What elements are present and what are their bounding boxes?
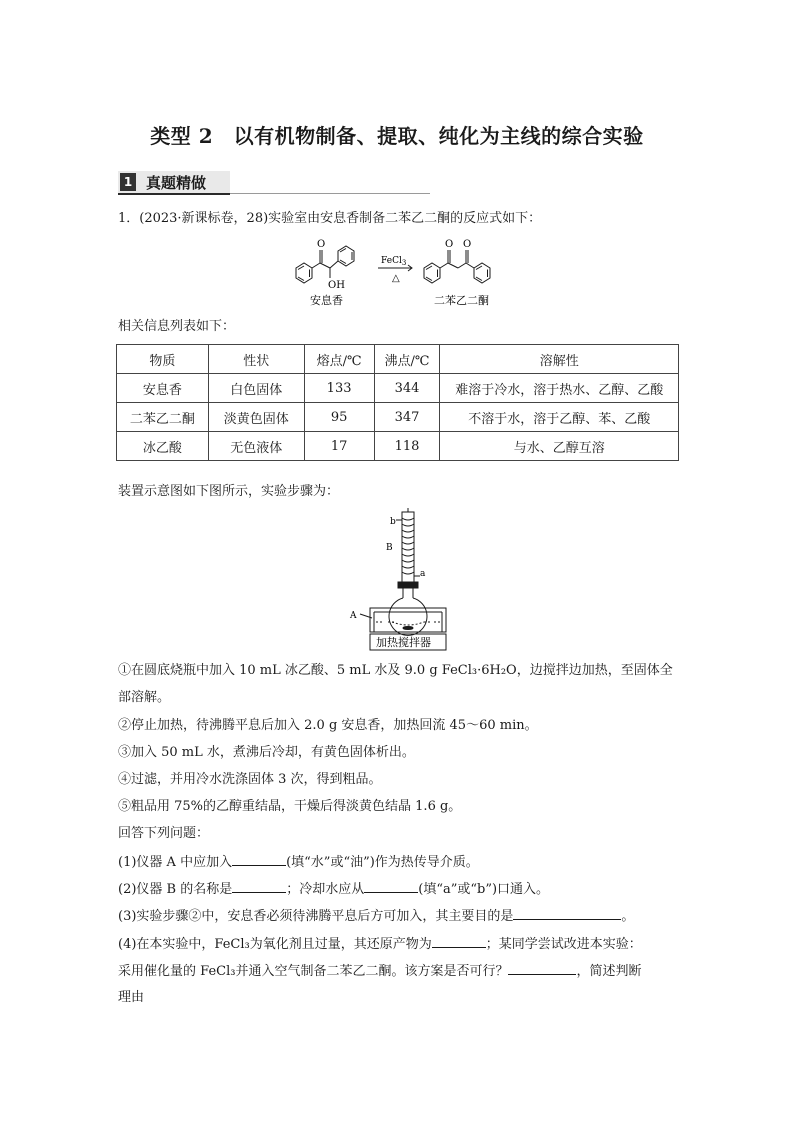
- step-2: ②停止加热，待沸腾平息后加入 2.0 g 安息香，加热回流 45～60 min。: [118, 718, 538, 733]
- reactant-o-label: O: [317, 239, 326, 250]
- apparatus-intro: 装置示意图如下图所示，实验步骤为：: [118, 484, 340, 499]
- step-1-line-2: 部溶解。: [118, 690, 171, 705]
- table-cell: 17: [304, 432, 374, 461]
- answer-blank[interactable]: [513, 907, 621, 920]
- reaction-scheme: [278, 236, 548, 310]
- label-B: B: [386, 543, 393, 553]
- step-5: ⑤粗品用 75%的乙醇重结晶，干燥后得淡黄色结晶 1.6 g。: [118, 799, 462, 814]
- question-4-line-2: [118, 962, 678, 981]
- answer-prompt: 回答下列问题：: [118, 826, 210, 841]
- table-cell: 安息香: [117, 374, 209, 403]
- table-cell: 难溶于冷水，溶于热水、乙醇、乙酸: [440, 374, 679, 403]
- question-2-text-b: ；冷却水应从: [286, 882, 365, 897]
- answer-blank[interactable]: [232, 853, 286, 866]
- page-title: 类型 2 以有机物制备、提取、纯化为主线的综合实验: [150, 124, 644, 148]
- table-cell: 二苯乙二酮: [117, 403, 209, 432]
- product-o2-label: O: [463, 239, 472, 250]
- question-3: [118, 907, 678, 926]
- table-row: [117, 374, 679, 403]
- answer-blank[interactable]: [508, 962, 576, 975]
- table-intro: 相关信息列表如下：: [118, 319, 236, 334]
- condition-label: △: [392, 273, 400, 284]
- info-table: [116, 344, 679, 461]
- question-3-text-a: (3)实验步骤②中，安息香必须待沸腾平息后方可加入，其主要目的是: [118, 909, 514, 924]
- question-1-text-b: (填“水”或“油”)作为热传导介质。: [286, 855, 479, 870]
- section-number: 1: [120, 173, 136, 191]
- table-header-cell: 熔点/℃: [304, 345, 374, 374]
- label-b-small: b: [390, 517, 396, 527]
- step-4: ④过滤，并用冷水洗涤固体 3 次，得到粗品。: [118, 772, 382, 787]
- answer-blank[interactable]: [364, 880, 418, 893]
- question-1: [118, 853, 678, 872]
- question-3-text-b: 。: [621, 909, 635, 924]
- table-cell: 95: [304, 403, 374, 432]
- question-4-text-e: 理由: [118, 990, 145, 1005]
- table-header-cell: 溶解性: [440, 345, 679, 374]
- question-2-text-c: (填“a”或“b”)口通入。: [418, 882, 550, 897]
- table-cell: 白色固体: [208, 374, 304, 403]
- label-a: a: [420, 569, 426, 579]
- table-cell: 347: [374, 403, 440, 432]
- table-header-cell: 性状: [208, 345, 304, 374]
- question-2: [118, 880, 678, 899]
- section-header: [118, 171, 430, 195]
- table-row: [117, 432, 679, 461]
- step-1-line-1: ①在圆底烧瓶中加入 10 mL 冰乙酸、5 mL 水及 9.0 g FeCl₃·6H₂O，边搅拌边加热，至固体全: [118, 663, 673, 678]
- table-cell: 133: [304, 374, 374, 403]
- table-header-cell: 物质: [117, 345, 209, 374]
- reactant-ring-right: [338, 246, 354, 266]
- condenser-tube: [396, 508, 420, 582]
- question-intro: 1．(2023·新课标卷，28)实验室由安息香制备二苯乙二酮的反应式如下：: [118, 211, 542, 226]
- table-cell: 118: [374, 432, 440, 461]
- answer-blank[interactable]: [432, 935, 486, 948]
- table-header-cell: 沸点/℃: [374, 345, 440, 374]
- table-cell: 无色液体: [208, 432, 304, 461]
- product-ring-right: [474, 263, 490, 283]
- question-4-text-b: ；某同学尝试改进本实验：: [485, 937, 642, 952]
- stirrer-label: 加热搅拌器: [376, 636, 431, 649]
- table-cell: 淡黄色固体: [208, 403, 304, 432]
- table-cell: 冰乙酸: [117, 432, 209, 461]
- table-header-row: [117, 345, 679, 374]
- question-4-line-1: [118, 935, 678, 954]
- section-rule: [230, 193, 430, 194]
- section-label: 真题精做: [146, 174, 207, 192]
- table-cell: 与水、乙醇互溶: [440, 432, 679, 461]
- reactant-ring-left: [296, 263, 312, 283]
- table-cell: 344: [374, 374, 440, 403]
- product-name: 二苯乙二酮: [434, 294, 489, 307]
- product-ring-left: [424, 263, 440, 283]
- question-4-text-d: ，简述判断: [576, 964, 642, 979]
- question-4-text-a: (4)在本实验中，FeCl₃为氧化剂且过量，其还原产物为: [118, 937, 432, 952]
- answer-blank[interactable]: [232, 880, 286, 893]
- question-2-text-a: (2)仪器 B 的名称是: [118, 882, 233, 897]
- table-row: [117, 403, 679, 432]
- reactant-name: 安息香: [310, 294, 343, 307]
- question-1-text-a: (1)仪器 A 中应加入: [118, 855, 233, 870]
- reagent-label: FeCl$_3$: [381, 256, 407, 267]
- table-cell: 不溶于水，溶于乙醇、苯、乙酸: [440, 403, 679, 432]
- product-o1-label: O: [445, 239, 454, 250]
- label-A: A: [350, 611, 357, 621]
- apparatus-diagram: [340, 508, 470, 653]
- question-4-text-c: 采用催化量的 FeCl₃并通入空气制备二苯乙二酮。该方案是否可行？: [118, 964, 509, 979]
- step-3: ③加入 50 mL 水，煮沸后冷却，有黄色固体析出。: [118, 745, 415, 760]
- reactant-oh-label: OH: [328, 280, 345, 291]
